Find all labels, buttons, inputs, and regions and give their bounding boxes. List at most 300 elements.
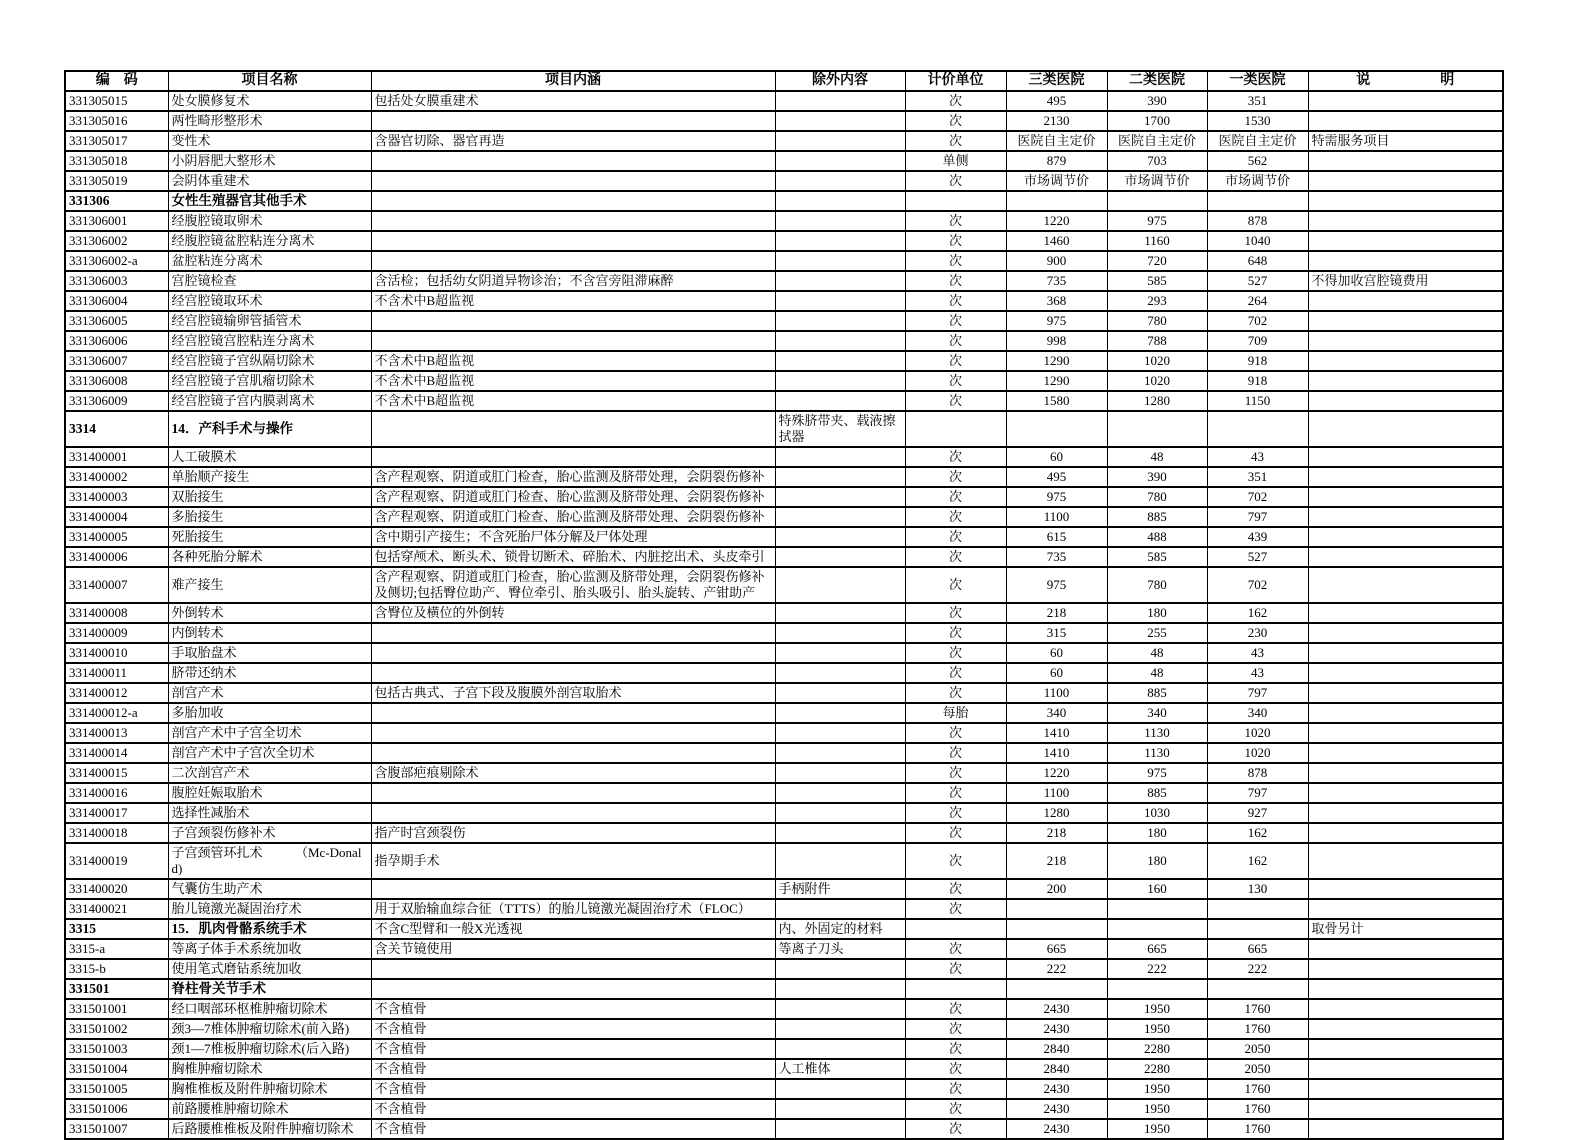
table-row — [65, 527, 1503, 547]
code-cell: 331305016 — [65, 111, 168, 131]
class3-hospital-price-cell: 340 — [1006, 703, 1107, 723]
class2-hospital-price-cell: 1950 — [1107, 1079, 1207, 1099]
table-row — [65, 547, 1503, 567]
class1-hospital-price-cell — [1207, 919, 1308, 939]
code-cell: 331400016 — [65, 783, 168, 803]
code-cell: 331501002 — [65, 1019, 168, 1039]
pricing-unit-cell: 次 — [905, 879, 1006, 899]
class2-hospital-price-cell: 390 — [1107, 91, 1207, 111]
item-name-cell: 后路腰椎椎板及附件肿瘤切除术 — [168, 1119, 371, 1139]
pricing-unit-cell: 次 — [905, 291, 1006, 311]
class3-hospital-price-cell — [1006, 899, 1107, 919]
item-content-cell: 不含植骨 — [371, 1019, 775, 1039]
exclusion-cell — [775, 1119, 905, 1139]
code-cell: 331306008 — [65, 371, 168, 391]
exclusion-cell — [775, 467, 905, 487]
item-name-cell: 小阴唇肥大整形术 — [168, 151, 371, 171]
table-row — [65, 111, 1503, 131]
item-name-cell: 盆腔粘连分离术 — [168, 251, 371, 271]
class3-hospital-price-cell: 1100 — [1006, 683, 1107, 703]
class3-hospital-price-cell: 2430 — [1006, 1099, 1107, 1119]
remark-cell — [1308, 783, 1503, 803]
pricing-unit-cell: 次 — [905, 1059, 1006, 1079]
class2-hospital-price-cell: 585 — [1107, 271, 1207, 291]
column-header: 一类医院 — [1207, 71, 1308, 91]
table-row — [65, 487, 1503, 507]
class1-hospital-price-cell: 340 — [1207, 703, 1308, 723]
class3-hospital-price-cell: 2840 — [1006, 1039, 1107, 1059]
item-content-cell — [371, 879, 775, 899]
item-name-cell: 多胎加收 — [168, 703, 371, 723]
remark-cell — [1308, 447, 1503, 467]
table-row — [65, 823, 1503, 843]
class1-hospital-price-cell: 918 — [1207, 351, 1308, 371]
class3-hospital-price-cell: 60 — [1006, 663, 1107, 683]
class3-hospital-price-cell: 2430 — [1006, 1019, 1107, 1039]
class1-hospital-price-cell — [1207, 191, 1308, 211]
table-row — [65, 151, 1503, 171]
code-cell: 331400017 — [65, 803, 168, 823]
item-name-cell: 两性畸形整形术 — [168, 111, 371, 131]
item-name-cell: 15．肌肉骨骼系统手术 — [168, 919, 371, 939]
item-content-cell: 不含植骨 — [371, 1079, 775, 1099]
header-row — [65, 71, 1503, 91]
item-name-cell: 脊柱骨关节手术 — [168, 979, 371, 999]
class1-hospital-price-cell: 878 — [1207, 211, 1308, 231]
pricing-unit-cell — [905, 411, 1006, 447]
table-row — [65, 467, 1503, 487]
class2-hospital-price-cell: 1030 — [1107, 803, 1207, 823]
item-name-cell: 经宫腔镜子宫纵隔切除术 — [168, 351, 371, 371]
remark-cell — [1308, 1119, 1503, 1139]
class3-hospital-price-cell: 2430 — [1006, 1119, 1107, 1139]
class3-hospital-price-cell: 1290 — [1006, 371, 1107, 391]
pricing-unit-cell: 次 — [905, 547, 1006, 567]
remark-cell — [1308, 743, 1503, 763]
code-cell: 331501001 — [65, 999, 168, 1019]
exclusion-cell — [775, 391, 905, 411]
exclusion-cell — [775, 171, 905, 191]
pricing-unit-cell: 次 — [905, 783, 1006, 803]
class1-hospital-price-cell: 130 — [1207, 879, 1308, 899]
remark-cell — [1308, 603, 1503, 623]
code-cell: 331501007 — [65, 1119, 168, 1139]
item-content-cell: 不含术中B超监视 — [371, 371, 775, 391]
item-content-cell — [371, 959, 775, 979]
pricing-unit-cell: 次 — [905, 331, 1006, 351]
class2-hospital-price-cell — [1107, 919, 1207, 939]
class1-hospital-price-cell: 1020 — [1207, 723, 1308, 743]
class1-hospital-price-cell: 264 — [1207, 291, 1308, 311]
pricing-unit-cell: 次 — [905, 1079, 1006, 1099]
item-content-cell — [371, 311, 775, 331]
item-name-cell: 14．产科手术与操作 — [168, 411, 371, 447]
item-content-cell — [371, 783, 775, 803]
item-content-cell — [371, 447, 775, 467]
table-row — [65, 251, 1503, 271]
class1-hospital-price-cell: 43 — [1207, 447, 1308, 467]
code-cell: 331400008 — [65, 603, 168, 623]
class2-hospital-price-cell: 160 — [1107, 879, 1207, 899]
class2-hospital-price-cell: 293 — [1107, 291, 1207, 311]
item-content-cell: 不含植骨 — [371, 1059, 775, 1079]
class2-hospital-price-cell: 市场调节价 — [1107, 171, 1207, 191]
table-row — [65, 447, 1503, 467]
remark-cell — [1308, 211, 1503, 231]
remark-cell — [1308, 191, 1503, 211]
pricing-unit-cell: 次 — [905, 467, 1006, 487]
item-name-cell: 等离子体手术系统加收 — [168, 939, 371, 959]
exclusion-cell — [775, 1019, 905, 1039]
class1-hospital-price-cell: 797 — [1207, 683, 1308, 703]
exclusion-cell — [775, 251, 905, 271]
class2-hospital-price-cell — [1107, 899, 1207, 919]
class3-hospital-price-cell: 975 — [1006, 311, 1107, 331]
remark-cell — [1308, 507, 1503, 527]
item-name-cell: 双胎接生 — [168, 487, 371, 507]
pricing-unit-cell: 次 — [905, 723, 1006, 743]
class2-hospital-price-cell: 885 — [1107, 683, 1207, 703]
class3-hospital-price-cell: 1100 — [1006, 783, 1107, 803]
remark-cell — [1308, 803, 1503, 823]
class3-hospital-price-cell: 975 — [1006, 567, 1107, 603]
item-content-cell: 不含植骨 — [371, 1099, 775, 1119]
item-name-cell: 外倒转术 — [168, 603, 371, 623]
exclusion-cell — [775, 683, 905, 703]
table-row — [65, 643, 1503, 663]
remark-cell — [1308, 291, 1503, 311]
class3-hospital-price-cell: 1410 — [1006, 743, 1107, 763]
exclusion-cell — [775, 803, 905, 823]
exclusion-cell — [775, 151, 905, 171]
class2-hospital-price-cell: 医院自主定价 — [1107, 131, 1207, 151]
pricing-unit-cell: 次 — [905, 623, 1006, 643]
class2-hospital-price-cell: 975 — [1107, 763, 1207, 783]
remark-cell — [1308, 547, 1503, 567]
code-cell: 331306004 — [65, 291, 168, 311]
class2-hospital-price-cell — [1107, 191, 1207, 211]
item-content-cell: 不含植骨 — [371, 999, 775, 1019]
pricing-unit-cell: 次 — [905, 231, 1006, 251]
class2-hospital-price-cell: 585 — [1107, 547, 1207, 567]
class1-hospital-price-cell: 1760 — [1207, 999, 1308, 1019]
class1-hospital-price-cell: 351 — [1207, 467, 1308, 487]
table-row — [65, 351, 1503, 371]
table-row — [65, 959, 1503, 979]
pricing-unit-cell — [905, 191, 1006, 211]
exclusion-cell — [775, 191, 905, 211]
remark-cell — [1308, 1099, 1503, 1119]
class3-hospital-price-cell: 615 — [1006, 527, 1107, 547]
exclusion-cell — [775, 487, 905, 507]
class1-hospital-price-cell — [1207, 411, 1308, 447]
class3-hospital-price-cell: 998 — [1006, 331, 1107, 351]
remark-cell — [1308, 411, 1503, 447]
item-content-cell: 含产程观察、阴道或肛门检查，胎心监测及脐带处理，会阴裂伤修补 — [371, 467, 775, 487]
remark-cell — [1308, 311, 1503, 331]
remark-cell — [1308, 823, 1503, 843]
class1-hospital-price-cell: 1040 — [1207, 231, 1308, 251]
item-content-cell: 含臀位及横位的外倒转 — [371, 603, 775, 623]
class1-hospital-price-cell: 1530 — [1207, 111, 1308, 131]
table-row — [65, 1079, 1503, 1099]
remark-cell — [1308, 527, 1503, 547]
table-row — [65, 803, 1503, 823]
pricing-unit-cell: 次 — [905, 743, 1006, 763]
table-row — [65, 1039, 1503, 1059]
exclusion-cell — [775, 999, 905, 1019]
class3-hospital-price-cell: 1460 — [1006, 231, 1107, 251]
class1-hospital-price-cell: 702 — [1207, 487, 1308, 507]
remark-cell — [1308, 703, 1503, 723]
item-name-cell: 死胎接生 — [168, 527, 371, 547]
pricing-unit-cell: 次 — [905, 1039, 1006, 1059]
item-content-cell — [371, 331, 775, 351]
class1-hospital-price-cell: 1020 — [1207, 743, 1308, 763]
table-row — [65, 311, 1503, 331]
exclusion-cell — [775, 703, 905, 723]
item-name-cell: 胎儿镜激光凝固治疗术 — [168, 899, 371, 919]
item-content-cell: 指产时宫颈裂伤 — [371, 823, 775, 843]
item-content-cell: 包括穿颅术、断头术、锁骨切断术、碎胎术、内脏挖出术、头皮牵引 — [371, 547, 775, 567]
table-row — [65, 939, 1503, 959]
item-content-cell — [371, 411, 775, 447]
pricing-unit-cell: 次 — [905, 91, 1006, 111]
item-name-cell: 多胎接生 — [168, 507, 371, 527]
table-row — [65, 879, 1503, 899]
code-cell: 331400005 — [65, 527, 168, 547]
item-name-cell: 剖宫产术中子宫全切术 — [168, 723, 371, 743]
table-row — [65, 131, 1503, 151]
table-row — [65, 703, 1503, 723]
item-content-cell — [371, 743, 775, 763]
class2-hospital-price-cell: 788 — [1107, 331, 1207, 351]
item-name-cell: 子宫颈裂伤修补术 — [168, 823, 371, 843]
class3-hospital-price-cell: 368 — [1006, 291, 1107, 311]
section-row — [65, 919, 1503, 939]
class1-hospital-price-cell: 1150 — [1207, 391, 1308, 411]
class1-hospital-price-cell: 878 — [1207, 763, 1308, 783]
exclusion-cell — [775, 1079, 905, 1099]
item-name-cell: 经宫腔镜子宫肌瘤切除术 — [168, 371, 371, 391]
code-cell: 331400006 — [65, 547, 168, 567]
class1-hospital-price-cell: 439 — [1207, 527, 1308, 547]
remark-cell — [1308, 111, 1503, 131]
remark-cell — [1308, 351, 1503, 371]
class2-hospital-price-cell: 340 — [1107, 703, 1207, 723]
item-content-cell — [371, 663, 775, 683]
item-name-cell: 难产接生 — [168, 567, 371, 603]
class2-hospital-price-cell: 180 — [1107, 843, 1207, 879]
exclusion-cell — [775, 979, 905, 999]
class1-hospital-price-cell: 562 — [1207, 151, 1308, 171]
exclusion-cell — [775, 763, 905, 783]
item-content-cell: 不含术中B超监视 — [371, 291, 775, 311]
class1-hospital-price-cell: 162 — [1207, 843, 1308, 879]
table-row — [65, 331, 1503, 351]
column-header: 二类医院 — [1107, 71, 1207, 91]
code-cell: 331400019 — [65, 843, 168, 879]
pricing-unit-cell: 次 — [905, 251, 1006, 271]
remark-cell — [1308, 371, 1503, 391]
class3-hospital-price-cell: 735 — [1006, 547, 1107, 567]
code-cell: 331400015 — [65, 763, 168, 783]
class2-hospital-price-cell: 48 — [1107, 663, 1207, 683]
class3-hospital-price-cell: 1580 — [1006, 391, 1107, 411]
item-content-cell — [371, 171, 775, 191]
code-cell: 331400004 — [65, 507, 168, 527]
remark-cell — [1308, 1039, 1503, 1059]
pricing-unit-cell: 次 — [905, 899, 1006, 919]
pricing-unit-cell: 次 — [905, 391, 1006, 411]
class1-hospital-price-cell: 797 — [1207, 783, 1308, 803]
class2-hospital-price-cell: 222 — [1107, 959, 1207, 979]
code-cell: 331305019 — [65, 171, 168, 191]
remark-cell — [1308, 151, 1503, 171]
class1-hospital-price-cell: 648 — [1207, 251, 1308, 271]
exclusion-cell — [775, 447, 905, 467]
code-cell: 331501003 — [65, 1039, 168, 1059]
class2-hospital-price-cell: 255 — [1107, 623, 1207, 643]
class2-hospital-price-cell: 180 — [1107, 603, 1207, 623]
class1-hospital-price-cell: 43 — [1207, 663, 1308, 683]
class3-hospital-price-cell: 60 — [1006, 447, 1107, 467]
class1-hospital-price-cell: 527 — [1207, 271, 1308, 291]
exclusion-cell: 手柄附件 — [775, 879, 905, 899]
class3-hospital-price-cell: 1290 — [1006, 351, 1107, 371]
code-cell: 331400013 — [65, 723, 168, 743]
pricing-unit-cell — [905, 919, 1006, 939]
remark-cell — [1308, 683, 1503, 703]
table-row — [65, 723, 1503, 743]
code-cell: 331306005 — [65, 311, 168, 331]
code-cell: 331501004 — [65, 1059, 168, 1079]
code-cell: 331306002-a — [65, 251, 168, 271]
exclusion-cell — [775, 1099, 905, 1119]
item-content-cell: 包括古典式、子宫下段及腹膜外剖宫取胎术 — [371, 683, 775, 703]
class1-hospital-price-cell: 222 — [1207, 959, 1308, 979]
column-header: 项目内涵 — [371, 71, 775, 91]
class2-hospital-price-cell: 975 — [1107, 211, 1207, 231]
item-content-cell — [371, 723, 775, 743]
code-cell: 331400002 — [65, 467, 168, 487]
item-name-cell: 单胎顺产接生 — [168, 467, 371, 487]
item-content-cell — [371, 151, 775, 171]
class3-hospital-price-cell: 315 — [1006, 623, 1107, 643]
class3-hospital-price-cell: 975 — [1006, 487, 1107, 507]
exclusion-cell — [775, 507, 905, 527]
item-content-cell: 含产程观察、阴道或肛门检查、胎心监测及脐带处理、会阴裂伤修补 — [371, 487, 775, 507]
class1-hospital-price-cell: 527 — [1207, 547, 1308, 567]
class2-hospital-price-cell: 488 — [1107, 527, 1207, 547]
class1-hospital-price-cell: 702 — [1207, 311, 1308, 331]
remark-cell: 特需服务项目 — [1308, 131, 1503, 151]
item-name-cell: 经腹腔镜取卵术 — [168, 211, 371, 231]
class1-hospital-price-cell: 665 — [1207, 939, 1308, 959]
table-row — [65, 1059, 1503, 1079]
class2-hospital-price-cell: 1280 — [1107, 391, 1207, 411]
code-cell: 331400007 — [65, 567, 168, 603]
pricing-unit-cell: 次 — [905, 567, 1006, 603]
class2-hospital-price-cell: 720 — [1107, 251, 1207, 271]
code-cell: 331400018 — [65, 823, 168, 843]
exclusion-cell — [775, 567, 905, 603]
item-content-cell: 不含C型臂和一般X光透视 — [371, 919, 775, 939]
class3-hospital-price-cell: 222 — [1006, 959, 1107, 979]
remark-cell — [1308, 843, 1503, 879]
pricing-unit-cell: 次 — [905, 763, 1006, 783]
exclusion-cell: 内、外固定的材料 — [775, 919, 905, 939]
pricing-unit-cell: 次 — [905, 999, 1006, 1019]
table-row — [65, 91, 1503, 111]
remark-cell — [1308, 623, 1503, 643]
pricing-unit-cell: 次 — [905, 803, 1006, 823]
class3-hospital-price-cell — [1006, 411, 1107, 447]
pricing-unit-cell: 次 — [905, 1099, 1006, 1119]
class3-hospital-price-cell: 218 — [1006, 603, 1107, 623]
class2-hospital-price-cell: 390 — [1107, 467, 1207, 487]
table-row — [65, 271, 1503, 291]
table-row — [65, 391, 1503, 411]
item-name-cell: 变性术 — [168, 131, 371, 151]
item-content-cell: 含器官切除、器官再造 — [371, 131, 775, 151]
item-name-cell: 经口咽部环枢椎肿瘤切除术 — [168, 999, 371, 1019]
item-name-cell: 经宫腔镜宫腔粘连分离术 — [168, 331, 371, 351]
class3-hospital-price-cell: 495 — [1006, 467, 1107, 487]
pricing-unit-cell: 次 — [905, 171, 1006, 191]
class2-hospital-price-cell: 2280 — [1107, 1039, 1207, 1059]
code-cell: 331501006 — [65, 1099, 168, 1119]
remark-cell — [1308, 467, 1503, 487]
pricing-unit-cell — [905, 979, 1006, 999]
class1-hospital-price-cell: 927 — [1207, 803, 1308, 823]
class3-hospital-price-cell: 879 — [1006, 151, 1107, 171]
class3-hospital-price-cell: 495 — [1006, 91, 1107, 111]
pricing-unit-cell: 次 — [905, 843, 1006, 879]
item-content-cell: 含产程观察、阴道或肛门检查，胎心监测及脐带处理，会阴裂伤修补及侧切;包括臀位助产、臀位牵引、胎头吸引、胎头旋转、产钳助产 — [371, 567, 775, 603]
exclusion-cell — [775, 663, 905, 683]
item-content-cell — [371, 643, 775, 663]
class3-hospital-price-cell: 2430 — [1006, 999, 1107, 1019]
class3-hospital-price-cell: 60 — [1006, 643, 1107, 663]
code-cell: 331400012-a — [65, 703, 168, 723]
exclusion-cell — [775, 643, 905, 663]
pricing-unit-cell: 次 — [905, 311, 1006, 331]
class1-hospital-price-cell: 1760 — [1207, 1119, 1308, 1139]
item-content-cell: 不含术中B超监视 — [371, 391, 775, 411]
exclusion-cell — [775, 131, 905, 151]
table-row — [65, 663, 1503, 683]
pricing-unit-cell: 次 — [905, 939, 1006, 959]
code-cell: 331400009 — [65, 623, 168, 643]
table-body — [65, 91, 1503, 1139]
item-content-cell — [371, 803, 775, 823]
item-name-cell: 脐带还纳术 — [168, 663, 371, 683]
pricing-unit-cell: 次 — [905, 111, 1006, 131]
remark-cell — [1308, 939, 1503, 959]
price-table-page — [64, 70, 1504, 1140]
table-row — [65, 171, 1503, 191]
remark-cell — [1308, 979, 1503, 999]
class1-hospital-price-cell: 351 — [1207, 91, 1308, 111]
class2-hospital-price-cell: 1950 — [1107, 999, 1207, 1019]
class3-hospital-price-cell: 1410 — [1006, 723, 1107, 743]
class1-hospital-price-cell: 918 — [1207, 371, 1308, 391]
class2-hospital-price-cell: 1130 — [1107, 723, 1207, 743]
class2-hospital-price-cell: 1950 — [1107, 1019, 1207, 1039]
class1-hospital-price-cell: 医院自主定价 — [1207, 131, 1308, 151]
class3-hospital-price-cell — [1006, 191, 1107, 211]
